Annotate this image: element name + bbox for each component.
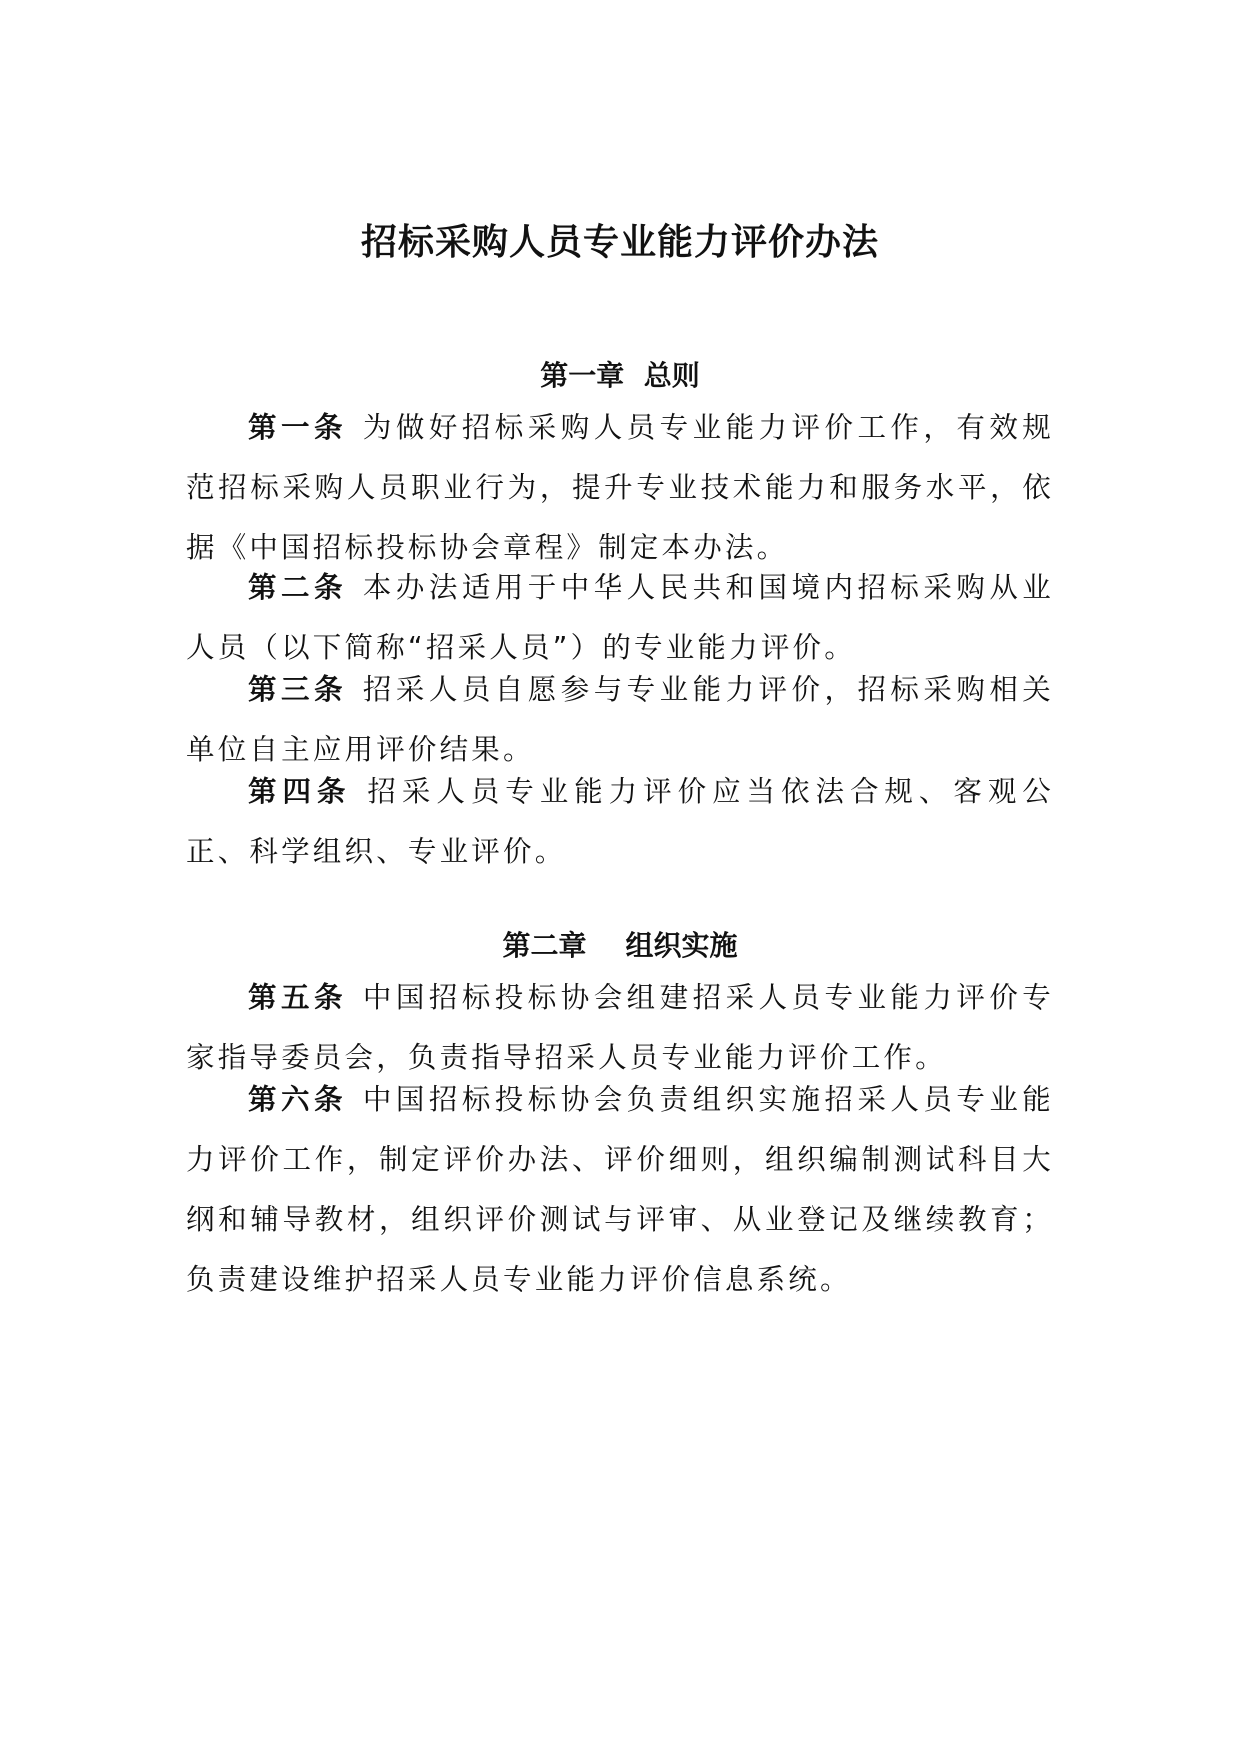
article-text: 招采人员专业能力评价应当依法合规、客观公正、科学组织、专业评价。 <box>186 775 1054 868</box>
article-text: 中国招标投标协会负责组织实施招采人员专业能力评价工作，制定评价办法、评价细则，组织编制测试科目大纲和辅导教材，组织评价测试与评审、从业登记及继续教育；负责建设维护招采人员专业能力评价信息系统。 <box>186 1083 1055 1296</box>
chapter-heading: 第二章 组织实施 <box>502 929 738 962</box>
article-6 <box>186 1070 1054 1310</box>
article-text: 中国招标投标协会组建招采人员专业能力评价专家指导委员会，负责指导招采人员专业能力评价工作。 <box>186 981 1055 1074</box>
article-4 <box>186 762 1054 882</box>
chapter-heading: 第一章 总则 <box>540 359 700 392</box>
article-1 <box>186 398 1054 578</box>
article-label: 第三条 <box>248 673 347 706</box>
article-label: 第四条 <box>248 775 352 808</box>
document-title: 招标采购人员专业能力评价办法 <box>360 221 879 263</box>
article-label: 第五条 <box>248 981 347 1014</box>
article-text: 为做好招标采购人员专业能力评价工作，有效规范招标采购人员职业行为，提升专业技术能力和服务水平，依据《中国招标投标协会章程》制定本办法。 <box>186 411 1055 564</box>
article-text: 招采人员自愿参与专业能力评价，招标采购相关单位自主应用评价结果。 <box>186 673 1055 766</box>
article-label: 第二条 <box>248 571 347 604</box>
article-label: 第六条 <box>248 1083 347 1116</box>
article-label: 第一条 <box>248 411 347 444</box>
article-text: 本办法适用于中华人民共和国境内招标采购从业人员（以下简称“招采人员”）的专业能力评价。 <box>186 571 1055 664</box>
